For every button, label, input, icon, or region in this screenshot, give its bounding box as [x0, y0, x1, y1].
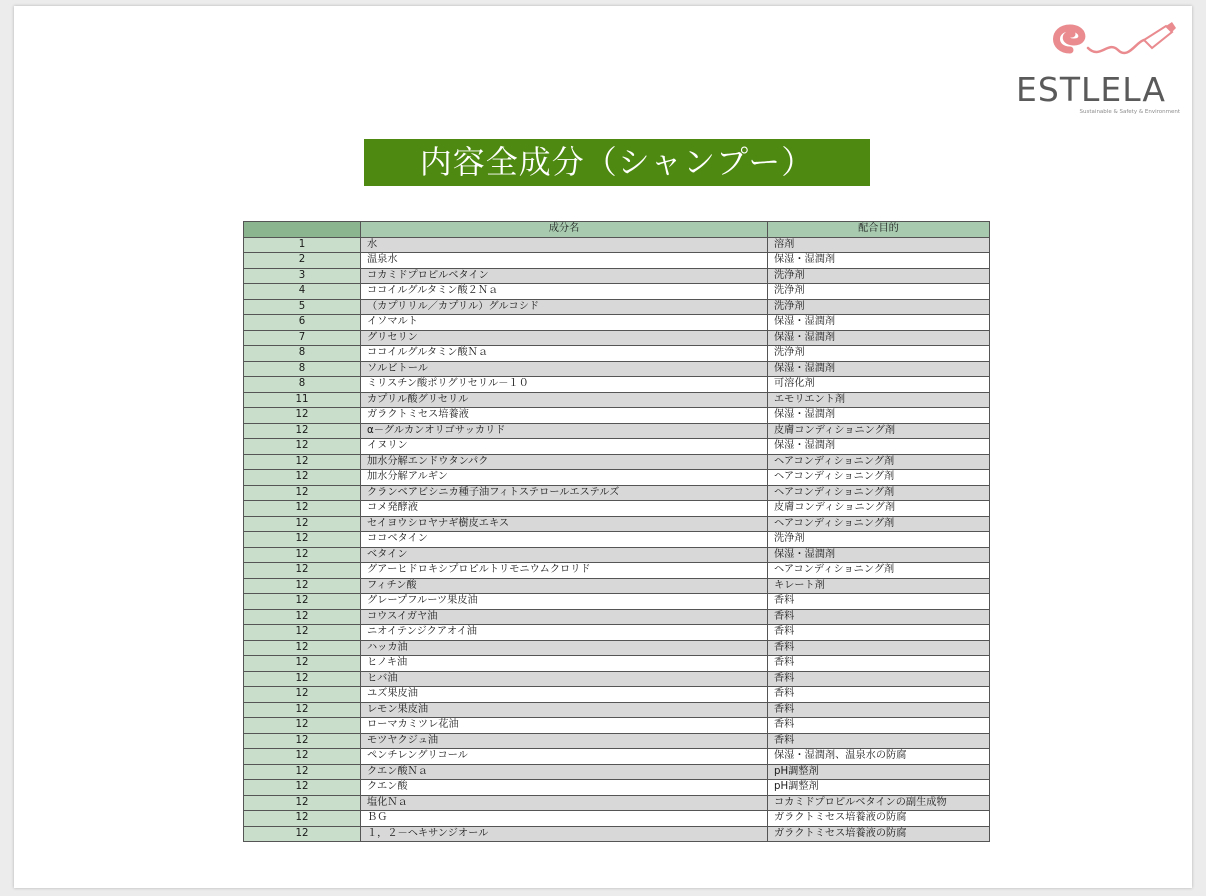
- ingredient-name: イソマルト: [361, 315, 768, 331]
- ingredient-purpose: 香料: [768, 687, 990, 703]
- table-row: [244, 826, 990, 842]
- ingredient-name: ベタイン: [361, 547, 768, 563]
- ingredient-purpose: 香料: [768, 656, 990, 672]
- row-number: 4: [244, 284, 361, 300]
- table-row: [244, 237, 990, 253]
- table-row: [244, 284, 990, 300]
- table-row: [244, 408, 990, 424]
- table-row: [244, 640, 990, 656]
- table-row: [244, 253, 990, 269]
- ingredient-purpose: 香料: [768, 609, 990, 625]
- ingredient-name: ココイルグルタミン酸Ｎａ: [361, 346, 768, 362]
- ingredient-name: フィチン酸: [361, 578, 768, 594]
- row-number: 12: [244, 485, 361, 501]
- row-number: 12: [244, 749, 361, 765]
- ingredient-purpose: 香料: [768, 718, 990, 734]
- ingredient-purpose: 洗浄剤: [768, 532, 990, 548]
- row-number: 12: [244, 718, 361, 734]
- ingredient-name: α－グルカンオリゴサッカリド: [361, 423, 768, 439]
- row-number: 7: [244, 330, 361, 346]
- ingredient-purpose: ヘアコンディショニング剤: [768, 485, 990, 501]
- ingredient-name: コメ発酵液: [361, 501, 768, 517]
- row-number: 8: [244, 361, 361, 377]
- ingredient-name: ＢＧ: [361, 811, 768, 827]
- ingredient-name: モツヤクジュ油: [361, 733, 768, 749]
- table-row: [244, 454, 990, 470]
- ingredient-purpose: 保湿・湿潤剤: [768, 547, 990, 563]
- ingredient-purpose: 香料: [768, 625, 990, 641]
- table-row: [244, 795, 990, 811]
- row-number: 3: [244, 268, 361, 284]
- ingredient-name: カプリル酸グリセリル: [361, 392, 768, 408]
- row-number: 12: [244, 563, 361, 579]
- row-number: 12: [244, 609, 361, 625]
- ingredient-purpose: 洗浄剤: [768, 284, 990, 300]
- table-row: [244, 687, 990, 703]
- table-row: [244, 377, 990, 393]
- ingredient-purpose: コカミドプロピルベタインの副生成物: [768, 795, 990, 811]
- row-number: 12: [244, 625, 361, 641]
- table-row: [244, 485, 990, 501]
- row-number: 12: [244, 811, 361, 827]
- ingredient-purpose: 皮膚コンディショニング剤: [768, 423, 990, 439]
- ingredient-purpose: ヘアコンディショニング剤: [768, 516, 990, 532]
- table-row: [244, 516, 990, 532]
- row-number: 8: [244, 377, 361, 393]
- table-row: [244, 578, 990, 594]
- ingredient-name: １，２－ヘキサンジオール: [361, 826, 768, 842]
- row-number: 12: [244, 702, 361, 718]
- ingredient-purpose: 保湿・湿潤剤: [768, 315, 990, 331]
- table-row: [244, 656, 990, 672]
- ingredient-purpose: エモリエント剤: [768, 392, 990, 408]
- ingredient-name: クエン酸: [361, 780, 768, 796]
- ingredient-name: ニオイテンジクアオイ油: [361, 625, 768, 641]
- ingredient-purpose: キレート剤: [768, 578, 990, 594]
- ingredient-purpose: 保湿・湿潤剤: [768, 253, 990, 269]
- table-row: [244, 563, 990, 579]
- table-row: [244, 733, 990, 749]
- page-title: 内容全成分（シャンプー）: [364, 139, 870, 186]
- table-row: [244, 501, 990, 517]
- row-number: 12: [244, 454, 361, 470]
- ingredient-name: 加水分解エンドウタンパク: [361, 454, 768, 470]
- ingredient-name: ソルビトール: [361, 361, 768, 377]
- row-number: 12: [244, 640, 361, 656]
- row-number: 8: [244, 346, 361, 362]
- ingredient-name: クエン酸Ｎａ: [361, 764, 768, 780]
- ingredient-name: クランベアビシニカ種子油フィトステロールエステルズ: [361, 485, 768, 501]
- ingredient-purpose: 香料: [768, 702, 990, 718]
- table-row: [244, 330, 990, 346]
- table-row: [244, 594, 990, 610]
- row-number: 11: [244, 392, 361, 408]
- ingredient-purpose: 保湿・湿潤剤: [768, 439, 990, 455]
- ingredient-purpose: pH調整剤: [768, 764, 990, 780]
- ingredient-purpose: 洗浄剤: [768, 268, 990, 284]
- ingredients-table: [243, 221, 990, 842]
- table-row: [244, 625, 990, 641]
- ingredient-purpose: 洗浄剤: [768, 346, 990, 362]
- row-number: 12: [244, 764, 361, 780]
- ingredient-purpose: 香料: [768, 594, 990, 610]
- ingredient-purpose: 保湿・湿潤剤: [768, 361, 990, 377]
- ingredient-name: ユズ果皮油: [361, 687, 768, 703]
- row-number: 12: [244, 408, 361, 424]
- ingredient-name: ミリスチン酸ポリグリセリル－１０: [361, 377, 768, 393]
- table-row: [244, 439, 990, 455]
- ingredient-purpose: ヘアコンディショニング剤: [768, 454, 990, 470]
- ingredient-name: ローマカミツレ花油: [361, 718, 768, 734]
- ingredient-purpose: 皮膚コンディショニング剤: [768, 501, 990, 517]
- ingredient-name: ガラクトミセス培養液: [361, 408, 768, 424]
- table-row: [244, 423, 990, 439]
- ingredient-name: コウスイガヤ油: [361, 609, 768, 625]
- ingredient-name: ココベタイン: [361, 532, 768, 548]
- row-number: 12: [244, 733, 361, 749]
- ingredient-name: グレープフルーツ果皮油: [361, 594, 768, 610]
- row-number: 12: [244, 826, 361, 842]
- ingredient-name: ハッカ油: [361, 640, 768, 656]
- ingredient-purpose: 洗浄剤: [768, 299, 990, 315]
- table-row: [244, 702, 990, 718]
- row-number: 12: [244, 532, 361, 548]
- ingredient-name: ヒノキ油: [361, 656, 768, 672]
- ingredient-purpose: 保湿・湿潤剤、温泉水の防腐: [768, 749, 990, 765]
- table-row: [244, 718, 990, 734]
- ingredient-name: グアーヒドロキシプロピルトリモニウムクロリド: [361, 563, 768, 579]
- ingredient-purpose: ヘアコンディショニング剤: [768, 563, 990, 579]
- header-ingredient-name: 成分名: [361, 222, 768, 238]
- row-number: 12: [244, 594, 361, 610]
- ingredient-name: ペンチレングリコール: [361, 749, 768, 765]
- row-number: 12: [244, 671, 361, 687]
- table-row: [244, 764, 990, 780]
- row-number: 12: [244, 780, 361, 796]
- table-row: [244, 811, 990, 827]
- logo-tagline: Sustainable & Safety & Environment: [1079, 109, 1180, 115]
- ingredient-purpose: 溶剤: [768, 237, 990, 253]
- table-row: [244, 749, 990, 765]
- ingredient-purpose: ガラクトミセス培養液の防腐: [768, 811, 990, 827]
- ingredient-name: グリセリン: [361, 330, 768, 346]
- row-number: 12: [244, 578, 361, 594]
- header-number: [244, 222, 361, 238]
- row-number: 12: [244, 501, 361, 517]
- table-row: [244, 532, 990, 548]
- ingredient-purpose: 香料: [768, 733, 990, 749]
- table-row: [244, 547, 990, 563]
- ingredient-name: セイヨウシロヤナギ樹皮エキス: [361, 516, 768, 532]
- ingredient-name: 加水分解アルギン: [361, 470, 768, 486]
- row-number: 12: [244, 795, 361, 811]
- row-number: 5: [244, 299, 361, 315]
- ingredient-name: 水: [361, 237, 768, 253]
- row-number: 12: [244, 516, 361, 532]
- ingredient-name: ヒバ油: [361, 671, 768, 687]
- ingredient-name: イヌリン: [361, 439, 768, 455]
- logo-wordmark: ESTLELA: [1016, 70, 1166, 109]
- row-number: 12: [244, 547, 361, 563]
- table-row: [244, 299, 990, 315]
- table-row: [244, 470, 990, 486]
- table-row: [244, 392, 990, 408]
- ingredient-purpose: pH調整剤: [768, 780, 990, 796]
- table-row: [244, 671, 990, 687]
- ingredient-name: 温泉水: [361, 253, 768, 269]
- row-number: 6: [244, 315, 361, 331]
- table-row: [244, 609, 990, 625]
- ingredient-name: （カプリリル／カプリル）グルコシド: [361, 299, 768, 315]
- row-number: 12: [244, 687, 361, 703]
- table-row: [244, 268, 990, 284]
- row-number: 12: [244, 470, 361, 486]
- ingredient-name: 塩化Ｎａ: [361, 795, 768, 811]
- ingredient-purpose: ガラクトミセス培養液の防腐: [768, 826, 990, 842]
- brand-logo: [1002, 20, 1182, 120]
- ingredient-name: コカミドプロピルベタイン: [361, 268, 768, 284]
- ingredient-purpose: 保湿・湿潤剤: [768, 330, 990, 346]
- table-row: [244, 361, 990, 377]
- row-number: 2: [244, 253, 361, 269]
- table-row: [244, 346, 990, 362]
- table-row: [244, 315, 990, 331]
- ingredient-name: ココイルグルタミン酸２Ｎａ: [361, 284, 768, 300]
- row-number: 12: [244, 656, 361, 672]
- ingredient-name: レモン果皮油: [361, 702, 768, 718]
- ingredient-purpose: 香料: [768, 640, 990, 656]
- row-number: 12: [244, 423, 361, 439]
- row-number: 1: [244, 237, 361, 253]
- row-number: 12: [244, 439, 361, 455]
- table-row: [244, 780, 990, 796]
- ingredient-purpose: 可溶化剤: [768, 377, 990, 393]
- header-purpose: 配合目的: [768, 222, 990, 238]
- document-page: [14, 6, 1192, 888]
- ingredient-purpose: 保湿・湿潤剤: [768, 408, 990, 424]
- ingredient-purpose: 香料: [768, 671, 990, 687]
- table-header-row: [244, 222, 990, 238]
- logo-mark-icon: [1048, 20, 1178, 68]
- ingredient-purpose: ヘアコンディショニング剤: [768, 470, 990, 486]
